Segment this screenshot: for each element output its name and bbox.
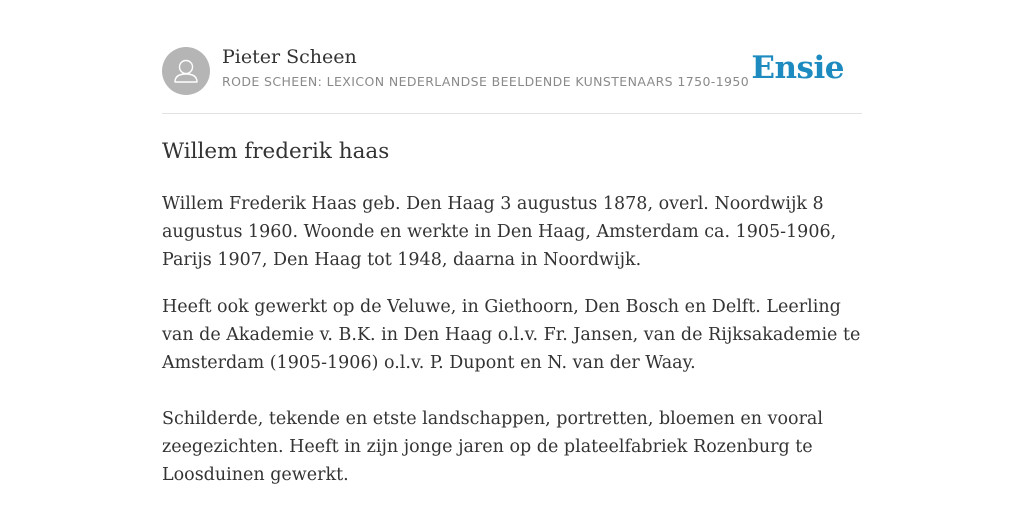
source-title[interactable]: RODE SCHEEN: LEXICON NEDERLANDSE BEELDENDE KUNSTENAARS 1750-1950 xyxy=(222,74,750,89)
article-body xyxy=(162,190,862,489)
ensie-logo[interactable]: Ensie xyxy=(751,50,844,86)
author-header xyxy=(162,46,862,96)
header-divider xyxy=(162,113,862,114)
author-name[interactable]: Pieter Scheen xyxy=(222,46,357,68)
user-icon xyxy=(162,47,210,95)
author-avatar[interactable] xyxy=(162,47,210,95)
article-title: Willem frederik haas xyxy=(162,139,390,164)
article-paragraph: Willem Frederik Haas geb. Den Haag 3 augustus 1878, overl. Noordwijk 8 augustus 1960. Woonde en werkte in Den Haag, Amsterdam ca. 1905-1906, Parijs 1907, Den Haag tot 1948, daarna in Noordwijk. xyxy=(162,194,837,270)
article-paragraph: Heeft ook gewerkt op de Veluwe, in Giethoorn, Den Bosch en Delft. Leerling van de Akademie v. B.K. in Den Haag o.l.v. Fr. Jansen, van de Rijksakademie te Amsterdam (1905-1906) o.l.v. P. Dupont en N. van der Waay. xyxy=(162,297,861,373)
article-paragraph: Schilderde, tekende en etste landschappen, portretten, bloemen en vooral zeegezichten. Heeft in zijn jonge jaren op de plateelfabriek Rozenburg te Loosduinen gewerkt. xyxy=(162,409,823,485)
